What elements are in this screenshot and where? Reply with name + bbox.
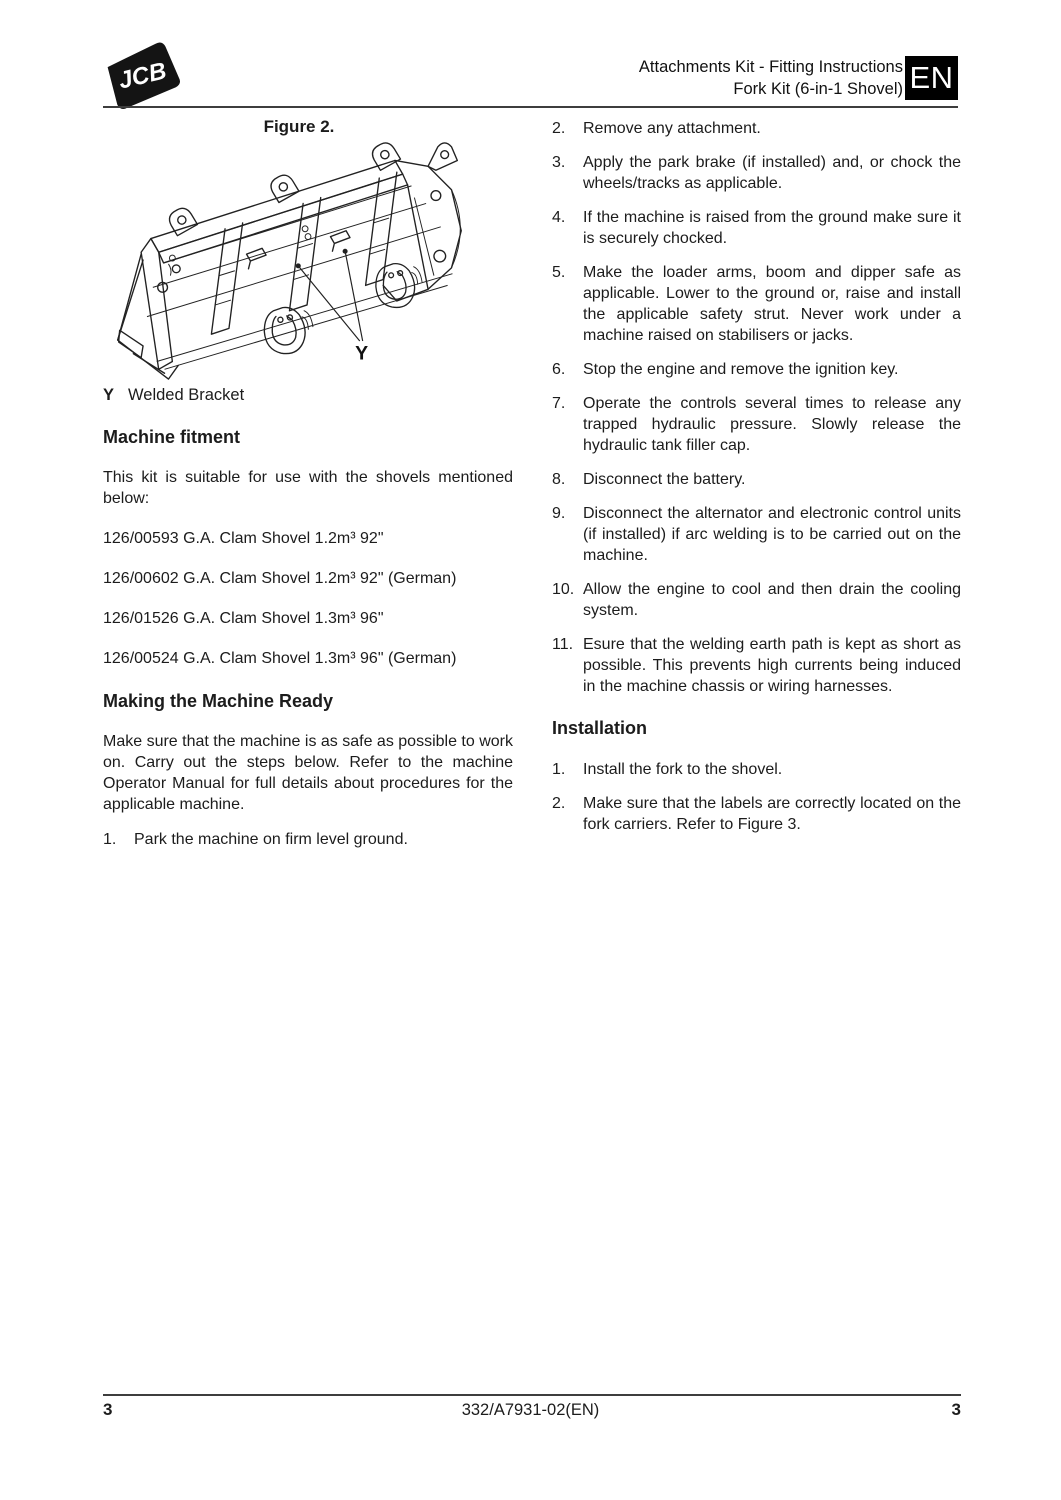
- step-text: Make the loader arms, boom and dipper safe as applicable. Lower to the ground or, raise and install the applicable safety strut. Never work under a machine raised on stabilisers or jacks.: [583, 264, 961, 344]
- numbered-step: [552, 634, 961, 697]
- header-title-line2: Fork Kit (6-in-1 Shovel): [733, 80, 903, 98]
- numbered-step: [552, 469, 961, 490]
- footer-page-number-left: 3: [103, 1400, 113, 1419]
- step-text: Disconnect the alternator and electronic control units (if installed) if arc welding is to be carried out on the machine.: [583, 505, 961, 564]
- jcb-logo: [96, 42, 184, 110]
- part-number: 126/01526 G.A. Clam Shovel 1.3m³ 96": [103, 610, 384, 627]
- language-badge: EN: [905, 56, 958, 100]
- numbered-step: [552, 207, 961, 249]
- numbered-step: [552, 359, 961, 380]
- figure-caption-key: Y: [103, 386, 115, 404]
- making-ready-intro: Make sure that the machine is as safe as possible to work on. Carry out the steps below. Refer to the machine Operator Manual for full details about procedures for the applicable machine.: [103, 733, 513, 813]
- step-number: 8.: [552, 471, 566, 488]
- step-number: 7.: [552, 395, 566, 412]
- step-number: 9.: [552, 505, 566, 522]
- heading-making-ready: Making the Machine Ready: [103, 691, 334, 711]
- jcb-logo-text: JCB: [116, 57, 169, 95]
- step-number: 11.: [552, 636, 574, 653]
- step-text: Make sure that the labels are correctly located on the fork carriers. Refer to Figure 3.: [583, 795, 961, 833]
- heading-machine-fitment: Machine fitment: [103, 427, 241, 447]
- step-number: 1.: [103, 831, 117, 848]
- numbered-step: [552, 793, 961, 835]
- footer-divider: [103, 1394, 961, 1396]
- numbered-step: [552, 759, 961, 780]
- figure-caption: [103, 386, 513, 405]
- figure-label-y: Y: [355, 342, 369, 365]
- right-column: [552, 112, 961, 848]
- step-number: 5.: [552, 264, 566, 281]
- machine-fitment-intro: This kit is suitable for use with the shovels mentioned below:: [103, 469, 513, 507]
- numbered-step: [552, 262, 961, 346]
- step-text: Disconnect the battery.: [583, 471, 746, 488]
- step-number: 6.: [552, 361, 566, 378]
- figure-2-shovel-drawing: [103, 139, 515, 383]
- step-number: 1.: [552, 761, 566, 778]
- part-number: 126/00602 G.A. Clam Shovel 1.2m³ 92" (German): [103, 570, 457, 587]
- figure-title: Figure 2.: [263, 117, 335, 136]
- step-text: Esure that the welding earth path is kept as short as possible. This prevents high currents being induced in the machine chassis or wiring harnesses.: [583, 636, 961, 695]
- step-text: Remove any attachment.: [583, 120, 761, 137]
- step-number: 4.: [552, 209, 566, 226]
- step-number: 2.: [552, 120, 566, 137]
- numbered-step: [552, 393, 961, 456]
- header-title: [639, 56, 903, 100]
- left-column: [103, 112, 513, 863]
- numbered-step: [552, 118, 961, 139]
- footer-page-number-right: 3: [951, 1400, 961, 1419]
- step-text: Allow the engine to cool and then drain the cooling system.: [583, 581, 961, 619]
- step-text: Apply the park brake (if installed) and, or chock the wheels/tracks as applicable.: [583, 154, 961, 192]
- step-text: Install the fork to the shovel.: [583, 761, 783, 778]
- numbered-step: [552, 152, 961, 194]
- heading-installation: Installation: [552, 718, 648, 738]
- step-number: 3.: [552, 154, 566, 171]
- part-number: 126/00524 G.A. Clam Shovel 1.3m³ 96" (German): [103, 650, 457, 667]
- header-title-line1: Attachments Kit - Fitting Instructions: [638, 58, 903, 76]
- part-number: 126/00593 G.A. Clam Shovel 1.2m³ 92": [103, 530, 384, 547]
- jcb-logo-graphic: [96, 42, 184, 110]
- numbered-step: [552, 579, 961, 621]
- footer-document-number: 332/A7931-02(EN): [461, 1401, 600, 1419]
- header-divider: [103, 106, 958, 108]
- numbered-step: [103, 829, 513, 850]
- numbered-step: [552, 503, 961, 566]
- step-text: Operate the controls several times to release any trapped hydraulic pressure. Slowly release the hydraulic tank filler cap.: [583, 395, 961, 454]
- step-number: 2.: [552, 795, 566, 812]
- step-text: Stop the engine and remove the ignition key.: [583, 361, 899, 378]
- step-number: 10.: [552, 581, 575, 598]
- step-text: If the machine is raised from the ground make sure it is securely chocked.: [583, 209, 961, 247]
- part-numbers-list: [103, 528, 513, 669]
- making-ready-steps: [103, 829, 513, 850]
- step-text: Park the machine on firm level ground.: [134, 831, 408, 848]
- figure-caption-text: Welded Bracket: [128, 386, 245, 404]
